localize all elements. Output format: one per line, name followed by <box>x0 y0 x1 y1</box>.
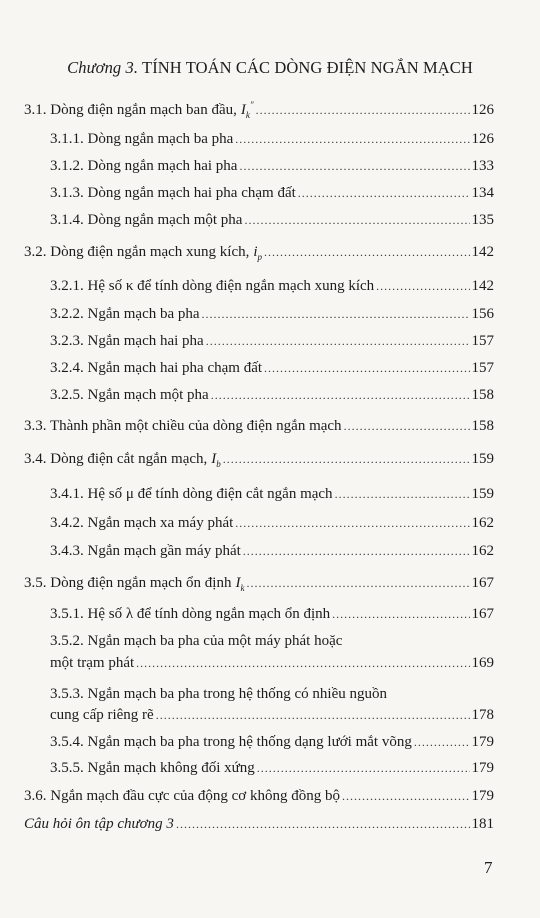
dot-leader <box>235 130 469 148</box>
toc-entry-3-1-3[interactable] <box>50 184 494 202</box>
toc-entry-3-1[interactable] <box>24 96 494 124</box>
toc-entry-3-2-3[interactable] <box>50 332 494 350</box>
dot-leader <box>376 277 469 295</box>
toc-entry-page: 159 <box>471 486 494 502</box>
toc-entry-title: 3.2. Dòng điện ngắn mạch xung kích, <box>24 244 250 260</box>
dot-leader <box>298 184 470 202</box>
toc-entry-title: 3.6. Ngắn mạch đầu cực của động cơ không đồng bộ <box>24 788 340 804</box>
toc-entry-3-2-5[interactable] <box>50 386 494 404</box>
dot-leader <box>256 101 470 119</box>
toc-entry-page: 157 <box>471 333 494 349</box>
toc-entry-3-4[interactable] <box>24 450 494 473</box>
toc-entry-page: 178 <box>471 707 494 723</box>
toc-entry-page: 142 <box>471 278 494 294</box>
dot-leader <box>246 574 469 592</box>
toc-entry-3-4-3[interactable] <box>50 542 494 560</box>
toc-entry-3-2-1[interactable] <box>50 277 494 295</box>
toc-entry-page: 135 <box>471 212 494 228</box>
toc-entry-3-5-3[interactable] <box>50 706 494 724</box>
dot-leader <box>156 706 470 724</box>
toc-entry-page: 156 <box>471 306 494 322</box>
toc-entry-3-2-4[interactable] <box>50 359 494 377</box>
chapter-title: TÍNH TOÁN CÁC DÒNG ĐIỆN NGẮN MẠCH <box>142 58 473 77</box>
toc-entry-page: 169 <box>471 655 494 671</box>
dot-leader <box>243 542 470 560</box>
dot-leader <box>239 157 469 175</box>
symbol-ib: $I_b$ <box>211 451 221 469</box>
toc-entry-title: 3.5.1. Hệ số λ để tính dòng ngắn mạch ổn định <box>50 606 331 622</box>
toc-entry-page: 126 <box>471 131 494 147</box>
toc-entry-3-5[interactable] <box>24 574 494 597</box>
toc-entry-title: 3.1.4. Dòng ngắn mạch một pha <box>50 212 243 228</box>
toc-entry-title: 3.1. Dòng điện ngắn mạch ban đầu, <box>24 102 237 118</box>
toc-entry-title: 3.4.2. Ngắn mạch xa máy phát <box>50 515 234 531</box>
toc-entry-title: 3.5.4. Ngắn mạch ba pha trong hệ thống dạng lưới mắt võng <box>50 734 412 750</box>
symbol-ik-steady: $I_k$ <box>235 575 245 593</box>
dot-leader <box>257 759 470 777</box>
toc-entry-3-1-4[interactable] <box>50 211 494 229</box>
toc-entry-title: 3.5.5. Ngắn mạch không đối xứng <box>50 760 255 776</box>
toc-entry-page: 142 <box>471 244 494 260</box>
toc-entry-page: 179 <box>471 788 494 804</box>
toc-entry-3-5-2-line1[interactable]: 3.5.2. Ngắn mạch ba pha của một máy phát hoặc <box>50 633 343 649</box>
toc-entry-title: 3.3. Thành phần một chiều của dòng điện ngắn mạch <box>24 418 342 434</box>
toc-entry-page: 133 <box>471 158 494 174</box>
toc-entry-title: 3.2.1. Hệ số κ để tính dòng điện ngắn mạch xung kích <box>50 278 375 294</box>
toc-entry-3-5-5[interactable] <box>50 759 494 777</box>
chapter-heading <box>0 58 540 78</box>
dot-leader <box>264 359 469 377</box>
toc-entry-title: Câu hỏi ôn tập chương 3 <box>24 816 174 832</box>
toc-entry-title: 3.2.5. Ngắn mạch một pha <box>50 387 209 403</box>
dot-leader <box>223 450 470 468</box>
toc-entry-title-cont: cung cấp riêng rẽ <box>50 707 154 723</box>
toc-entry-review-questions[interactable] <box>24 815 494 833</box>
toc-entry-3-1-1[interactable] <box>50 130 494 148</box>
toc-entry-page: 179 <box>471 734 494 750</box>
toc-entry-3-1-2[interactable] <box>50 157 494 175</box>
toc-entry-3-5-1[interactable] <box>50 605 494 623</box>
toc-entry-page: 167 <box>471 606 494 622</box>
toc-entry-3-2[interactable] <box>24 243 494 266</box>
toc-entry-page: 134 <box>471 185 494 201</box>
dot-leader <box>332 605 469 623</box>
dot-leader <box>202 305 470 323</box>
symbol-ip: $i_p$ <box>253 244 263 262</box>
toc-entry-page: 179 <box>471 760 494 776</box>
toc-entry-page: 181 <box>471 816 494 832</box>
dot-leader <box>211 386 470 404</box>
dot-leader <box>342 787 470 805</box>
toc-entry-3-4-1[interactable] <box>50 485 494 503</box>
dot-leader <box>344 417 470 435</box>
toc-entry-page: 162 <box>471 515 494 531</box>
symbol-ik-initial: $I_k''$ <box>240 100 254 120</box>
toc-entry-3-2-2[interactable] <box>50 305 494 323</box>
dot-leader <box>136 654 469 672</box>
toc-entry-page: 167 <box>471 575 494 591</box>
toc-entry-title: 3.2.2. Ngắn mạch ba pha <box>50 306 200 322</box>
toc-entry-title-cont: một trạm phát <box>50 655 135 671</box>
toc-entry-title: 3.1.2. Dòng ngắn mạch hai pha <box>50 158 238 174</box>
dot-leader <box>244 211 469 229</box>
dot-leader <box>235 514 469 532</box>
toc-entry-title: 3.4.3. Ngắn mạch gần máy phát <box>50 543 241 559</box>
toc-entry-3-6[interactable] <box>24 787 494 805</box>
page-number: 7 <box>484 858 493 877</box>
toc-entry-page: 157 <box>471 360 494 376</box>
dot-leader <box>335 485 470 503</box>
toc-entry-title: 3.1.1. Dòng ngắn mạch ba pha <box>50 131 234 147</box>
toc-entry-title: 3.2.3. Ngắn mạch hai pha <box>50 333 204 349</box>
toc-entry-page: 126 <box>471 102 494 118</box>
toc-entry-title: 3.5. Dòng điện ngắn mạch ổn định <box>24 575 232 591</box>
toc-entry-3-5-2[interactable] <box>50 654 494 672</box>
toc-entry-3-5-4[interactable] <box>50 733 494 751</box>
dot-leader <box>414 733 470 751</box>
dot-leader <box>206 332 470 350</box>
toc-entry-3-5-3-line1[interactable]: 3.5.3. Ngắn mạch ba pha trong hệ thống có nhiều nguồn <box>50 686 388 702</box>
toc-entry-title: 3.4.1. Hệ số μ để tính dòng điện cắt ngắn mạch <box>50 486 333 502</box>
toc-entry-page: 158 <box>471 387 494 403</box>
dot-leader <box>264 243 469 261</box>
toc-entry-title: 3.2.4. Ngắn mạch hai pha chạm đất <box>50 360 263 376</box>
toc-entry-3-3[interactable] <box>24 417 494 435</box>
toc-entry-page: 158 <box>471 418 494 434</box>
toc-entry-page: 162 <box>471 543 494 559</box>
toc-entry-title: 3.4. Dòng điện cắt ngắn mạch, <box>24 451 208 467</box>
dot-leader <box>176 815 470 833</box>
toc-entry-title: 3.1.3. Dòng ngắn mạch hai pha chạm đất <box>50 185 296 201</box>
toc-entry-page: 159 <box>471 451 494 467</box>
toc-entry-3-4-2[interactable] <box>50 514 494 532</box>
chapter-label: Chương 3. <box>67 58 139 77</box>
